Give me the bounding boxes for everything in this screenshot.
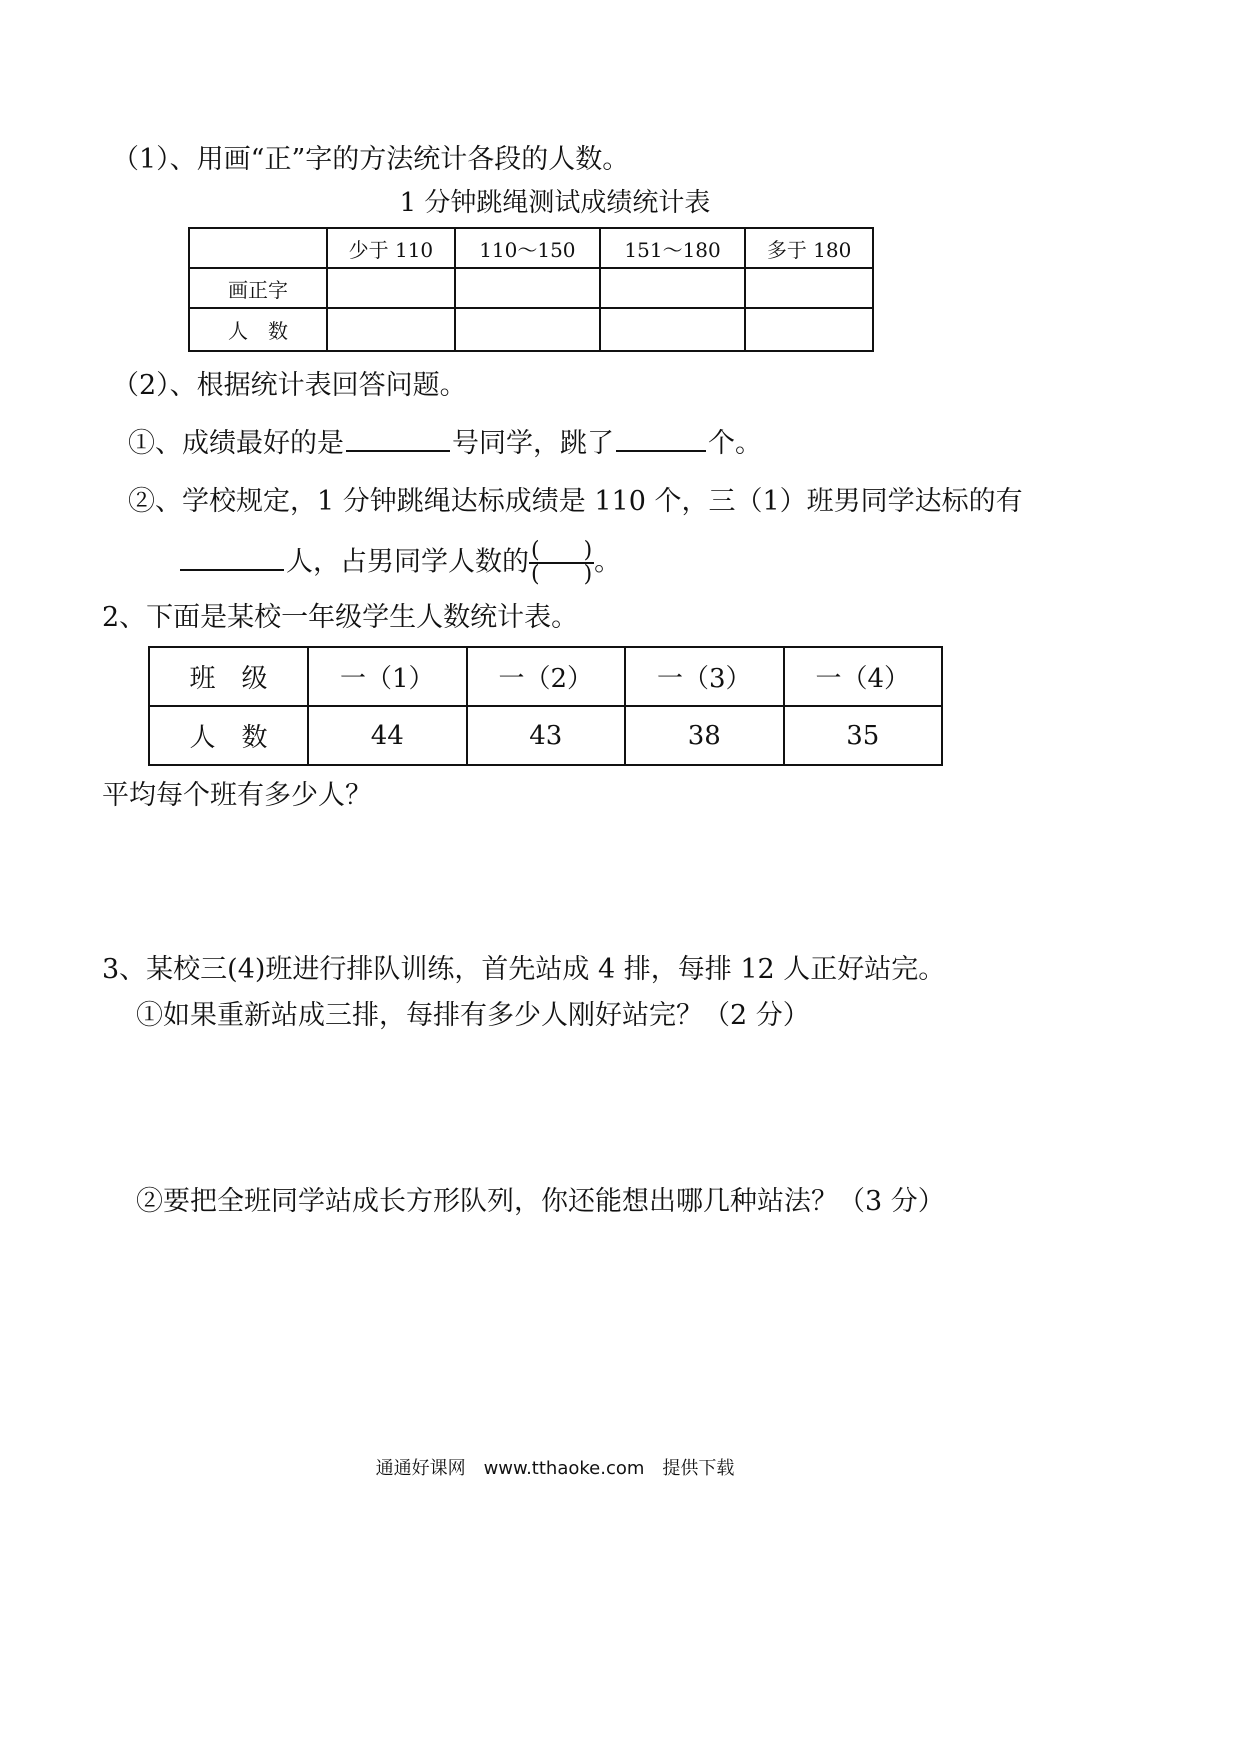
table-2-count: 35 [784, 706, 943, 765]
answer-blank-count[interactable] [616, 449, 706, 452]
fraction-denominator: ( ) [531, 562, 593, 587]
table-1-header: 少于 110 [327, 228, 455, 268]
table-2-class: 一（2） [467, 647, 626, 706]
table-1-cell [327, 268, 455, 308]
table-1-header: 110～150 [455, 228, 600, 268]
table-1-cell [600, 308, 745, 351]
table-1-row-label: 画正字 [189, 268, 327, 308]
question-1-2: （2）、根据统计表回答问题。 [112, 370, 467, 401]
table-2-class: 一（4） [784, 647, 943, 706]
table-1-cell [600, 268, 745, 308]
table-1-cell [745, 308, 873, 351]
page-footer: 通通好课网 www.tthaoke.com 提供下载 [375, 1458, 735, 1479]
q2a-suffix: 个。 [708, 428, 762, 459]
table-2-row-label: 人 数 [149, 706, 308, 765]
question-2-ask: 平均每个班有多少人？ [102, 780, 372, 811]
table-2-class: 一（1） [308, 647, 467, 706]
table-1-cell [327, 308, 455, 351]
answer-blank-student[interactable] [346, 449, 450, 452]
table-1-header: 151～180 [600, 228, 745, 268]
question-1-2b-line2 [178, 540, 621, 586]
class-size-table [148, 646, 943, 766]
question-3-1: ①如果重新站成三排，每排有多少人刚好站完？（2 分） [136, 1000, 810, 1031]
question-1-1: （1）、用画“正”字的方法统计各段的人数。 [112, 144, 630, 175]
q2b-suffix: 。 [594, 546, 622, 578]
table-2-class: 一（3） [625, 647, 784, 706]
table-1-cell [455, 268, 600, 308]
table-1-cell [745, 268, 873, 308]
question-3-title: 3、某校三(4)班进行排队训练，首先站成 4 排，每排 12 人正好站完。 [102, 954, 946, 985]
table-2-header-label: 班 级 [149, 647, 308, 706]
q2a-prefix: ①、成绩最好的是 [128, 428, 344, 459]
q2a-mid: 号同学，跳了 [452, 428, 614, 459]
table-2-count: 43 [467, 706, 626, 765]
question-1-2a [128, 426, 762, 462]
table-1-header: 多于 180 [745, 228, 873, 268]
answer-blank-passed[interactable] [180, 568, 284, 571]
fraction-numerator: ( ) [531, 538, 593, 563]
table-1-title: 1 分钟跳绳测试成绩统计表 [399, 188, 711, 218]
table-1-row-label: 人 数 [189, 308, 327, 351]
jump-rope-table [188, 227, 874, 352]
q2b-mid: 人，占男同学人数的 [286, 546, 529, 578]
question-3-2: ②要把全班同学站成长方形队列，你还能想出哪几种站法？（3 分） [136, 1186, 945, 1217]
fraction-blank[interactable] [529, 540, 594, 586]
table-2-count: 44 [308, 706, 467, 765]
table-2-count: 38 [625, 706, 784, 765]
question-2-title: 2、下面是某校一年级学生人数统计表。 [102, 602, 579, 633]
table-1-cell [455, 308, 600, 351]
table-1-corner [189, 228, 327, 268]
question-1-2b-line1: ②、学校规定，1 分钟跳绳达标成绩是 110 个，三（1）班男同学达标的有 [128, 486, 1023, 517]
